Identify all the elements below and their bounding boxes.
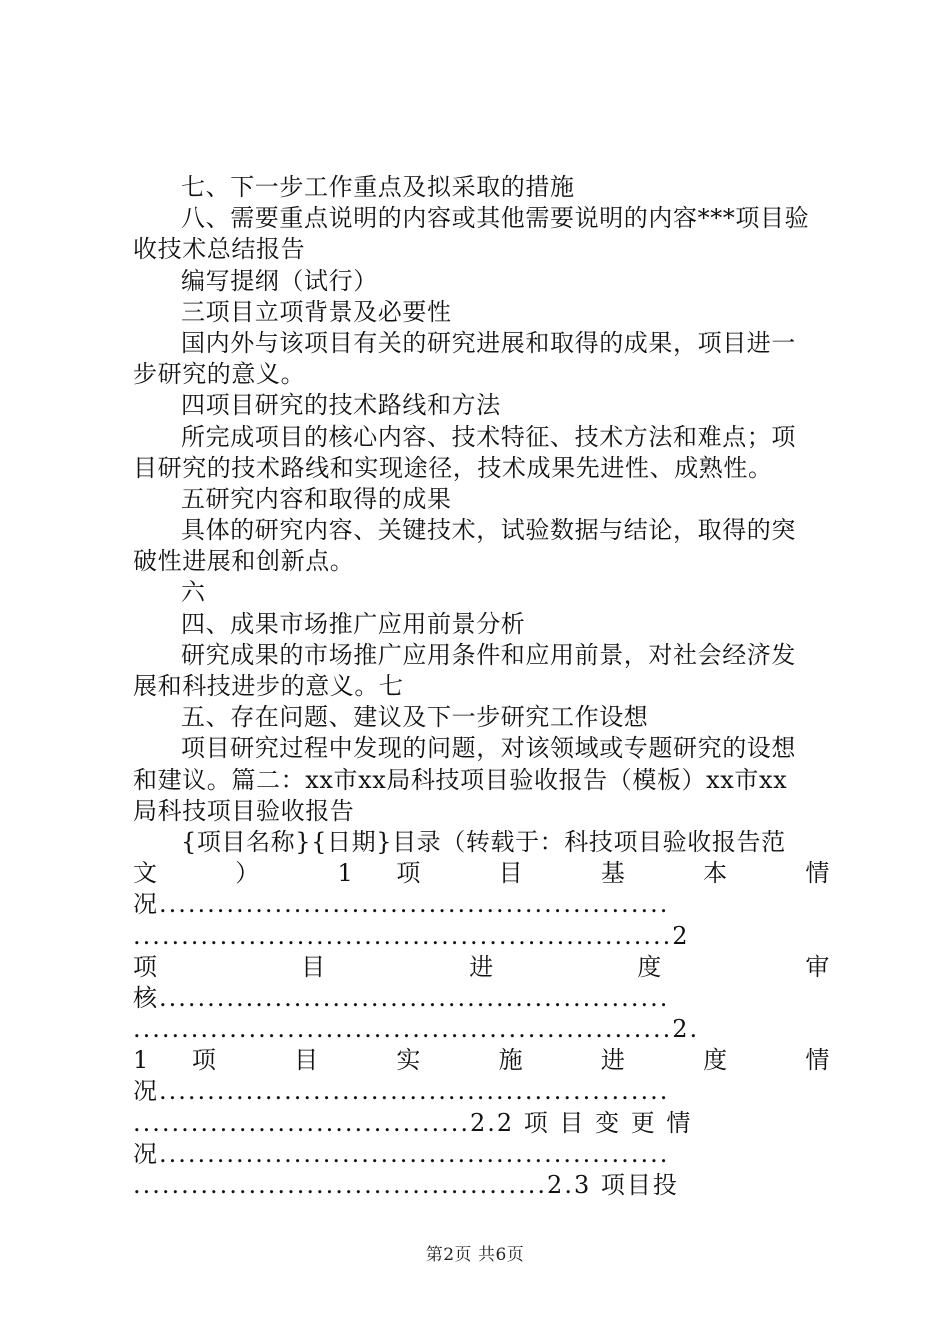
toc-dots-line: 核..................................................... [133,983,670,1012]
text-line: 展和科技进步的意义。七 [133,672,404,700]
toc-dots-line: ...........................................2.3 项目投 [133,1171,679,1199]
text-line: 五研究内容和取得的成果 [181,484,452,513]
text-line: 收技术总结报告 [133,235,306,264]
text-line: 所完成项目的核心内容、技术特征、技术方法和难点；项 [181,422,796,451]
text-line: 四项目研究的技术路线和方法 [181,391,501,420]
text-line: 研究成果的市场推广应用条件和应用前景，对社会经济发 [181,640,796,669]
text-line: 八、需要重点说明的内容或其他需要说明的内容***项目验 [181,204,810,233]
text-line: 三项目立项背景及必要性 [181,297,452,326]
toc-dots-line: ........................................................2. [133,1015,700,1044]
toc-dots-line: ...................................2.2 项 目 变 更 情 [133,1108,693,1137]
text-line: 七、下一步工作重点及拟采取的措施 [181,173,575,201]
text-line: 破性进展和创新点。 [133,547,355,576]
toc-dots-line: 况..................................................... [133,1077,670,1106]
text-line: 项目研究过程中发现的问题，对该领域或专题研究的设想 [181,734,796,763]
text-line: 四、成果市场推广应用前景分析 [181,609,526,638]
toc-dots-line: 况..................................................... [133,890,670,919]
toc-line: 1 项 目 实 施 进 度 情 [133,1046,830,1075]
toc-dots-line: 况..................................................... [133,1139,670,1168]
text-line: 具体的研究内容、关键技术，试验数据与结论，取得的突 [181,516,796,545]
text-line: 六 [181,578,206,607]
text-line: 局科技项目验收报告 [133,796,355,825]
toc-line: 文 ） 1 项 目 基 本 情 [133,859,830,888]
toc-line: 项 目 进 度 审 [133,952,830,981]
text-line: 国内外与该项目有关的研究进展和取得的成果，项目进一 [181,328,796,357]
text-line: 步研究的意义。 [133,360,306,389]
body-text [133,172,830,1201]
text-line: 和建议。篇二：xx市xx局科技项目验收报告（模板）xx市xx [133,765,788,794]
page-footer: 第2页 共6页 [425,1245,525,1265]
toc-dots-line: ........................................................2 [133,921,690,950]
text-line: 目研究的技术路线和实现途径，技术成果先进性、成熟性。 [133,453,773,482]
text-line: 五、存在问题、建议及下一步研究工作设想 [181,703,649,732]
text-line: {项目名称}{日期}目录（转载于：科技项目验收报告范 [181,827,786,856]
text-line: 编写提纲（试行） [181,266,378,295]
